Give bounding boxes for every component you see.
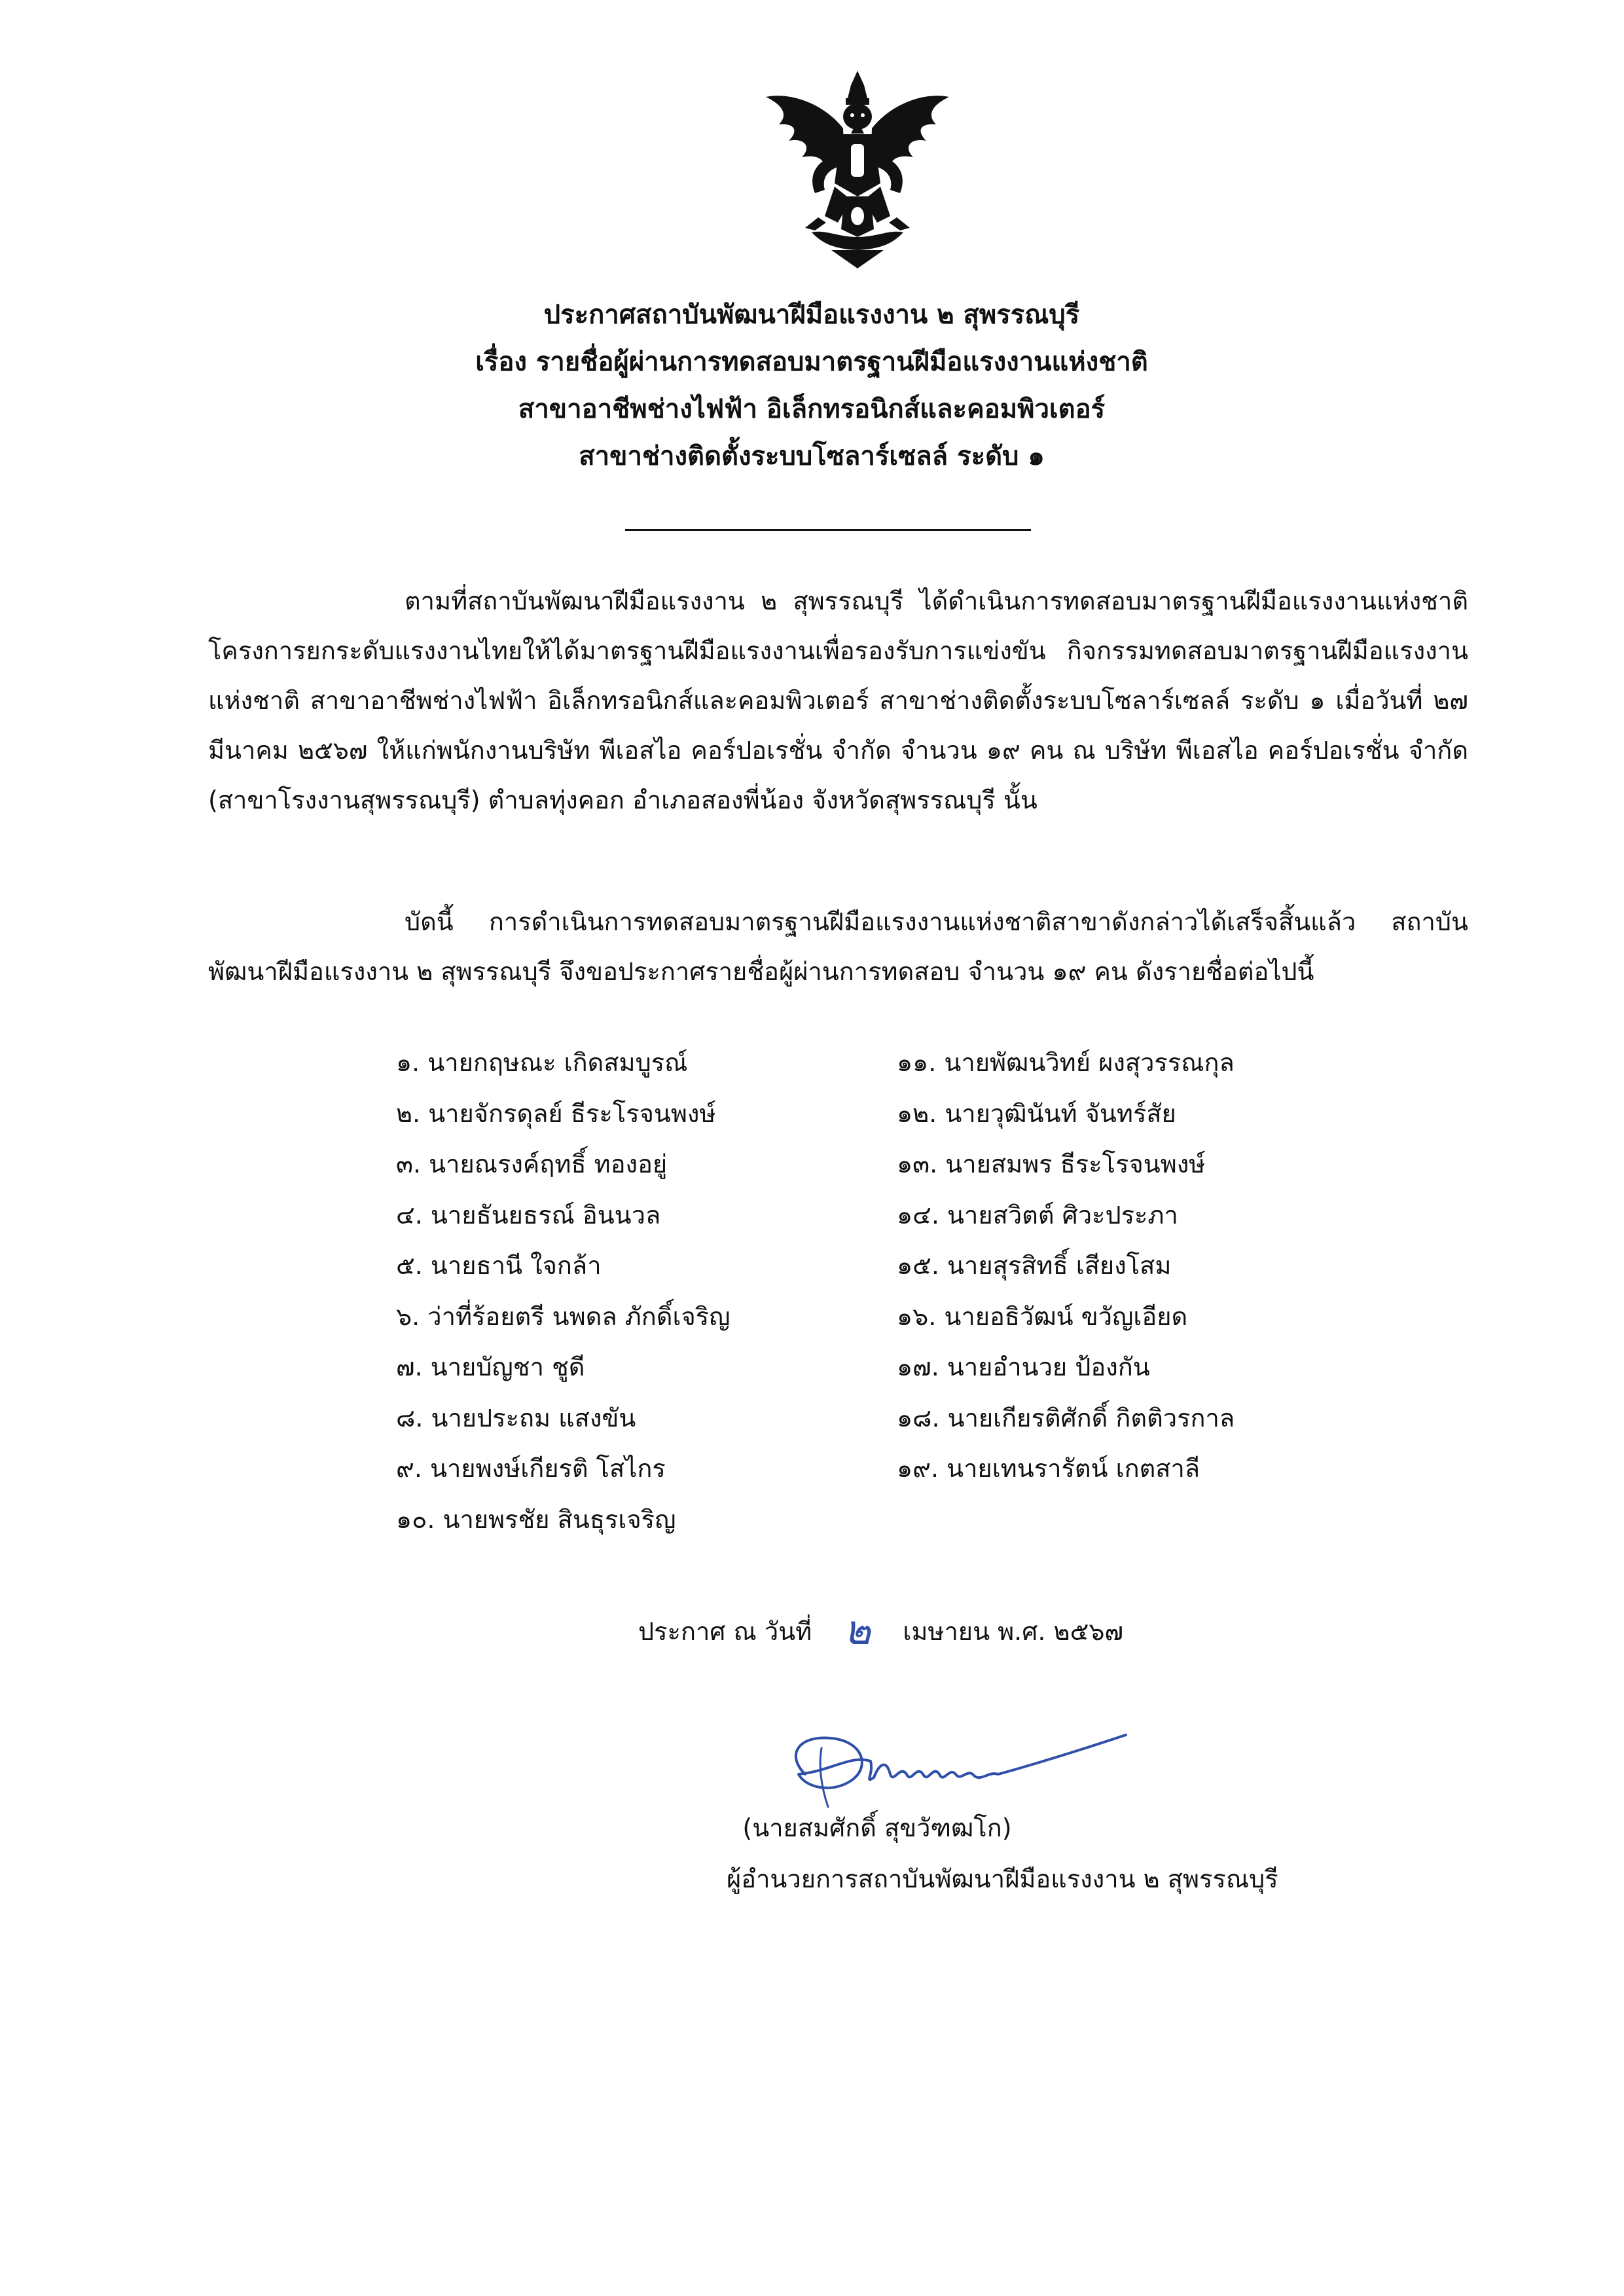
title-line-3: สาขาอาชีพช่างไฟฟ้า อิเล็กทรอนิกส์และคอมพิวเตอร์ [518, 394, 1106, 424]
list-item: ๑๓. นายสมพร ธีระโรจนพงษ์ [897, 1150, 1206, 1178]
names-list-right [897, 1038, 1235, 1495]
body-paragraph-2 [208, 897, 1468, 996]
names-list-left [396, 1038, 731, 1545]
title-line-4: สาขาช่างติดตั้งระบบโซลาร์เซลล์ ระดับ ๑ [579, 441, 1045, 471]
title-line-2: เรื่อง รายชื่อผู้ผ่านการทดสอบมาตรฐานฝีมือแรงงานแห่งชาติ [475, 347, 1148, 377]
list-item: ๑๘. นายเกียรติศักดิ์ กิตติวรกาล [897, 1403, 1235, 1432]
list-item: ๑๕. นายสุรสิทธิ์ เสียงโสม [897, 1251, 1172, 1280]
list-item: ๖. ว่าที่ร้อยตรี นพดล ภักดิ์เจริญ [396, 1302, 731, 1331]
list-item: ๔. นายธันยธรณ์ อินนวล [396, 1200, 661, 1230]
list-item: ๗. นายบัญชา ชูดี [396, 1353, 585, 1381]
garuda-emblem-icon [753, 65, 962, 275]
body-paragraph-1 [208, 576, 1468, 825]
title-divider [625, 529, 1031, 531]
paragraph-2-text: บัดนี้ การดำเนินการทดสอบมาตรฐานฝีมือแรงงานแห่งชาติสาขาดังกล่าวได้เสร็จสิ้นแล้ว สถาบันพัฒนาฝีมือแรงงาน ๒ สุพรรณบุรี จึงขอประกาศรายชื่อผู้ผ่านการทดสอบ จำนวน ๑๙ คน ดังรายชื่อต่อไปนี้ [208, 907, 1468, 986]
list-item: ๑๒. นายวุฒินันท์ จันทร์สัย [897, 1099, 1176, 1128]
list-item: ๑๖. นายอธิวัฒน์ ขวัญเอียด [897, 1302, 1188, 1331]
list-item: ๘. นายประถม แสงขัน [396, 1403, 636, 1432]
list-item: ๑๗. นายอำนวย ป้องกัน [897, 1353, 1150, 1381]
list-item: ๑๐. นายพรชัย สินธุรเจริญ [396, 1504, 676, 1534]
date-suffix: เมษายน พ.ศ. ๒๕๖๗ [903, 1617, 1124, 1646]
paragraph-1-text: ตามที่สถาบันพัฒนาฝีมือแรงงาน ๒ สุพรรณบุรี ได้ดำเนินการทดสอบมาตรฐานฝีมือแรงงานแห่งชาติ โครงการยกระดับแรงงานไทยให้ได้มาตรฐานฝีมือแรงงานเพื่อรองรับการแข่งขัน กิจกรรมทดสอบมาตรฐานฝีมือแรงงานแห่งชาติ สาขาอาชีพช่างไฟฟ้า อิเล็กทรอนิกส์และคอมพิวเตอร์ สาขาช่างติดตั้งระบบโซลาร์เซลล์ ระดับ ๑ เมื่อวันที่ ๒๗ มีนาคม ๒๕๖๗ ให้แก่พนักงานบริษัท พีเอสไอ คอร์ปอเรชั่น จำกัด จำนวน ๑๙ คน ณ บริษัท พีเอสไอ คอร์ปอเรชั่น จำกัด (สาขาโรงงานสุพรรณบุรี) ตำบลทุ่งคอก อำเภอสองพี่น้อง จังหวัดสุพรรณบุรี นั้น [208, 587, 1468, 814]
list-item: ๑๙. นายเทนรารัตน์ เกตสาลี [897, 1454, 1200, 1483]
list-item: ๙. นายพงษ์เกียรติ โสไกร [396, 1454, 666, 1483]
list-item: ๓. นายณรงค์ฤทธิ์ ทองอยู่ [396, 1150, 668, 1178]
announcement-title [196, 291, 1427, 480]
list-item: ๑. นายกฤษณะ เกิดสมบูรณ์ [396, 1048, 688, 1077]
list-item: ๑๑. นายพัฒนวิทย์ ผงสุวรรณกุล [897, 1048, 1235, 1077]
signer-position: ผู้อำนวยการสถาบันพัฒนาฝีมือแรงงาน ๒ สุพรรณบุรี [727, 1865, 1278, 1893]
announcement-date [638, 1606, 1124, 1654]
list-item: ๑๔. นายสวิตต์ ศิวะประภา [897, 1200, 1178, 1230]
signer-name: (นายสมศักดิ์ สุขวัฑฒโก) [742, 1813, 1012, 1842]
title-line-1: ประกาศสถาบันพัฒนาฝีมือแรงงาน ๒ สุพรรณบุรี [543, 300, 1080, 330]
list-item: ๒. นายจักรดุลย์ ธีระโรจนพงษ์ [396, 1099, 716, 1128]
list-item: ๕. นายธานี ใจกล้า [396, 1251, 602, 1280]
date-day-handwritten: ๒ [844, 1606, 871, 1654]
date-prefix: ประกาศ ณ วันที่ [638, 1617, 812, 1646]
